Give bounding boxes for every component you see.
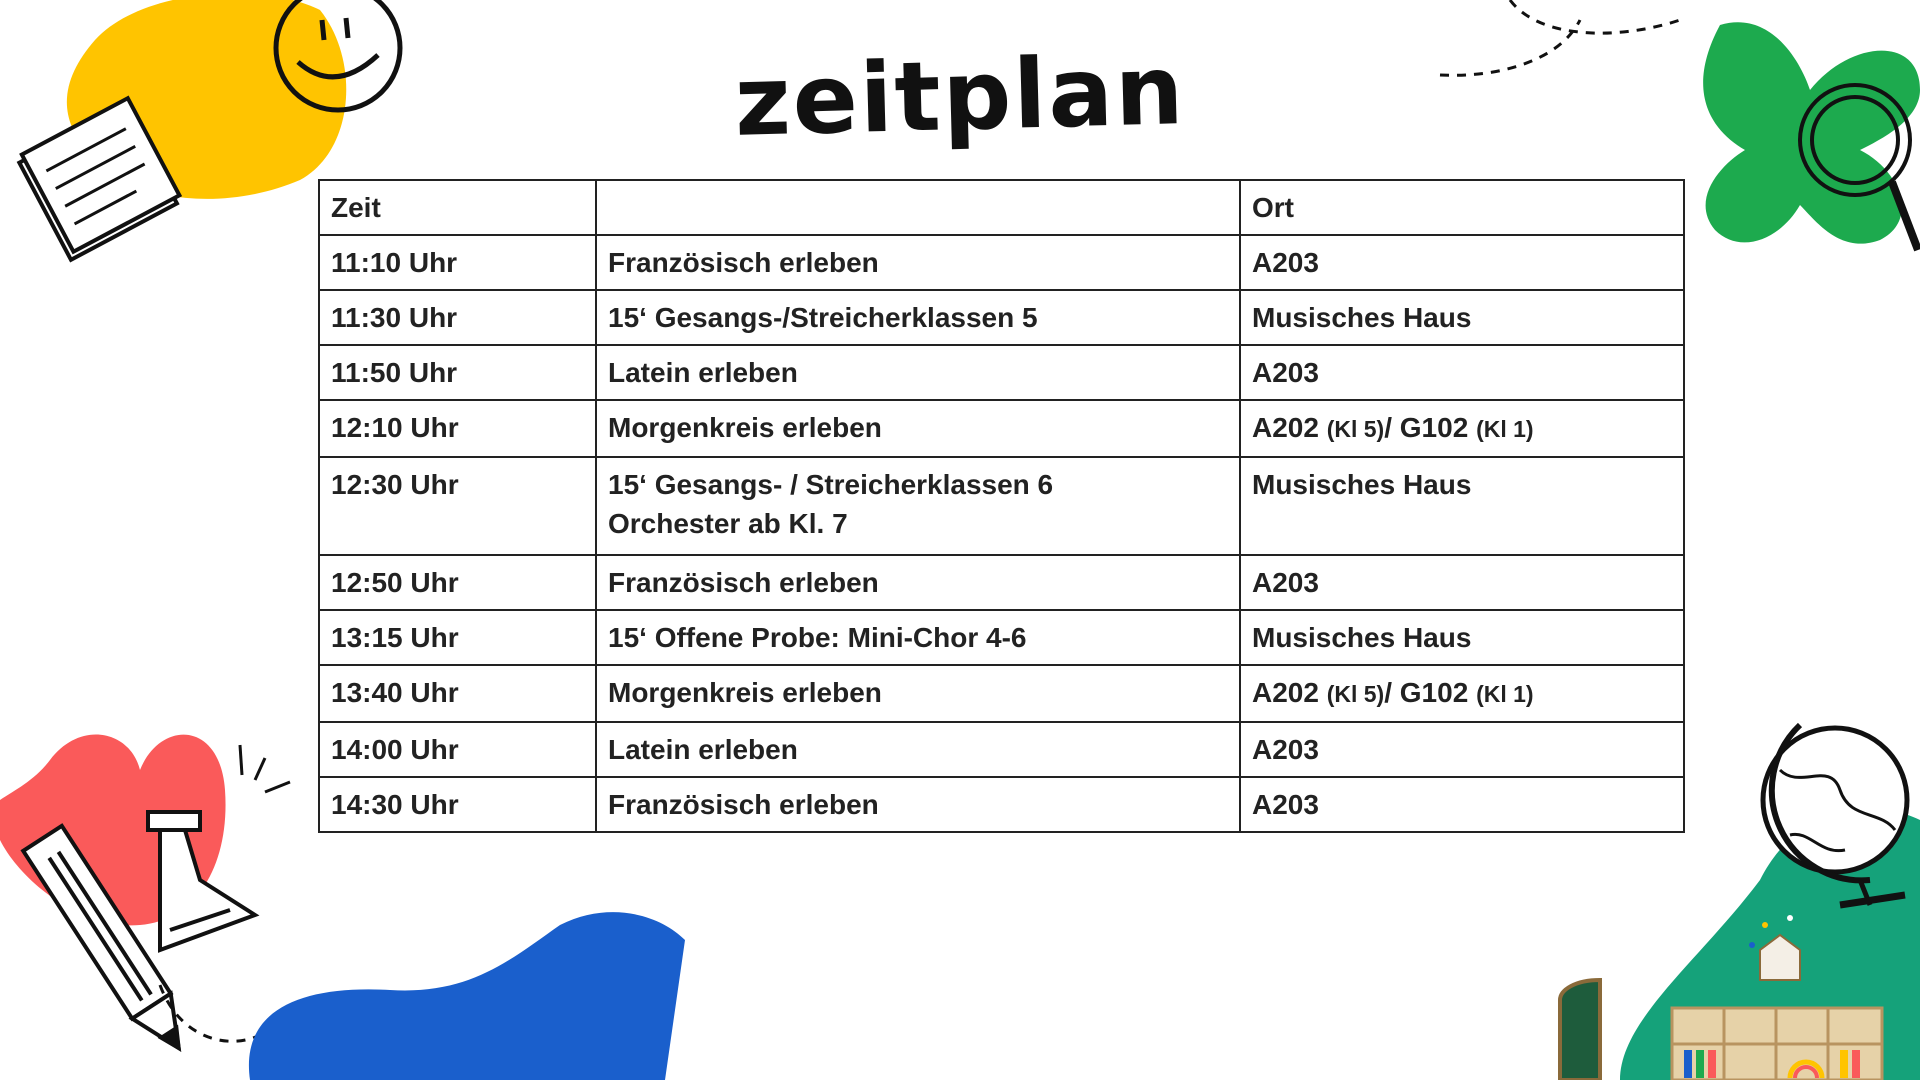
- event-line: Orchester ab Kl. 7: [608, 508, 848, 539]
- event-cell: [596, 722, 1240, 777]
- chalkboard-image: [1560, 980, 1600, 1080]
- time-cell: 13:15 Uhr: [319, 610, 596, 665]
- place-cell: [1240, 345, 1684, 400]
- table-row: [319, 290, 1684, 345]
- place-cell: [1240, 457, 1684, 555]
- event-cell: [596, 345, 1240, 400]
- table-row: [319, 555, 1684, 610]
- time-cell: 11:50 Uhr: [319, 345, 596, 400]
- place-segment: A203: [1252, 247, 1319, 278]
- event-cell: [596, 400, 1240, 457]
- schedule-table: [318, 179, 1685, 833]
- place-cell: [1240, 665, 1684, 722]
- time-cell: 14:00 Uhr: [319, 722, 596, 777]
- table-row: [319, 400, 1684, 457]
- table-header-row: [319, 180, 1684, 235]
- event-cell: [596, 665, 1240, 722]
- time-cell: 11:10 Uhr: [319, 235, 596, 290]
- event-line: Morgenkreis erleben: [608, 412, 882, 443]
- event-line: 15‘ Offene Probe: Mini-Chor 4-6: [608, 622, 1027, 653]
- event-line: Französisch erleben: [608, 247, 879, 278]
- place-segment: A203: [1252, 789, 1319, 820]
- page-title: zeitplan: [733, 34, 1187, 158]
- place-segment: / G102: [1384, 677, 1477, 708]
- time-cell: 12:10 Uhr: [319, 400, 596, 457]
- place-segment: (Kl 5): [1326, 681, 1385, 707]
- time-cell: 12:30 Uhr: [319, 457, 596, 555]
- place-segment: (Kl 5): [1326, 416, 1385, 442]
- place-cell: [1240, 235, 1684, 290]
- place-cell: [1240, 722, 1684, 777]
- header-cell-place: Ort: [1240, 180, 1684, 235]
- table-row: [319, 457, 1684, 555]
- place-cell: [1240, 777, 1684, 832]
- time-cell: 14:30 Uhr: [319, 777, 596, 832]
- place-segment: A202: [1252, 677, 1327, 708]
- place-segment: A203: [1252, 567, 1319, 598]
- burst-lines: [240, 745, 290, 792]
- table-row: [319, 722, 1684, 777]
- table-row: [319, 777, 1684, 832]
- event-cell: [596, 610, 1240, 665]
- place-cell: [1240, 400, 1684, 457]
- place-cell: [1240, 290, 1684, 345]
- place-segment: Musisches Haus: [1252, 622, 1472, 653]
- time-cell: 13:40 Uhr: [319, 665, 596, 722]
- event-line: 15‘ Gesangs-/Streicherklassen 5: [608, 302, 1038, 333]
- table-row: [319, 610, 1684, 665]
- place-segment: A202: [1252, 412, 1327, 443]
- time-cell: 12:50 Uhr: [319, 555, 596, 610]
- place-cell: [1240, 610, 1684, 665]
- event-line: Latein erleben: [608, 734, 798, 765]
- event-line: Morgenkreis erleben: [608, 677, 882, 708]
- place-segment: Musisches Haus: [1252, 302, 1472, 333]
- event-line: 15‘ Gesangs- / Streicherklassen 6: [608, 469, 1054, 500]
- event-cell: [596, 235, 1240, 290]
- header-cell-time: Zeit: [319, 180, 596, 235]
- event-cell: [596, 555, 1240, 610]
- event-cell: [596, 290, 1240, 345]
- blue-blob: [249, 912, 685, 1080]
- event-line: Französisch erleben: [608, 567, 879, 598]
- place-segment: A203: [1252, 734, 1319, 765]
- event-cell: [596, 777, 1240, 832]
- time-cell: 11:30 Uhr: [319, 290, 596, 345]
- place-segment: / G102: [1384, 412, 1477, 443]
- place-cell: [1240, 555, 1684, 610]
- header-cell-event: [596, 180, 1240, 235]
- event-cell: [596, 457, 1240, 555]
- table-row: [319, 235, 1684, 290]
- table-row: [319, 665, 1684, 722]
- place-segment: Musisches Haus: [1252, 469, 1472, 500]
- place-segment: A203: [1252, 357, 1319, 388]
- place-segment: (Kl 1): [1476, 681, 1534, 707]
- event-line: Französisch erleben: [608, 789, 879, 820]
- event-line: Latein erleben: [608, 357, 798, 388]
- place-segment: (Kl 1): [1476, 416, 1534, 442]
- table-row: [319, 345, 1684, 400]
